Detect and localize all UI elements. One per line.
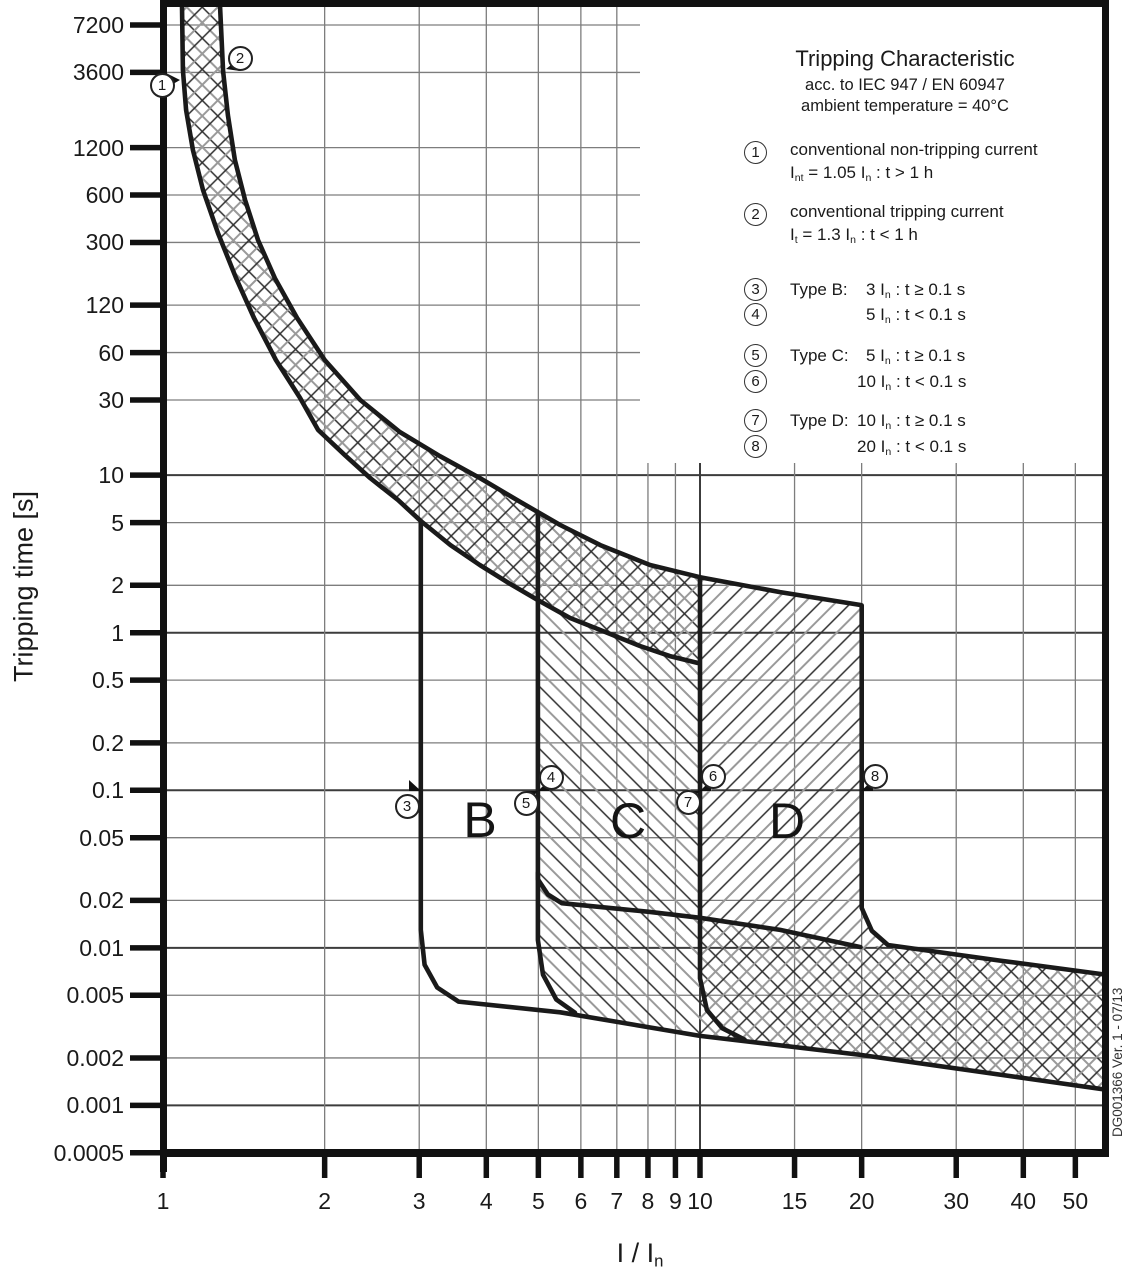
y-tick-label: 0.002 (66, 1044, 124, 1071)
y-tick-label: 0.2 (92, 729, 124, 756)
region-label-d: D (768, 793, 806, 849)
y-tick-label: 2 (111, 572, 124, 599)
legend-circle-1: 1 (744, 141, 767, 164)
curve-marker-7: 7 (676, 790, 701, 815)
legend-circle-5: 5 (744, 344, 767, 367)
x-tick-label: 5 (531, 1188, 545, 1214)
legend-circle-8: 8 (744, 435, 767, 458)
legend-circle-2: 2 (744, 203, 767, 226)
y-tick-label: 60 (98, 339, 124, 366)
legend-type-spec: 5 $I_n$ : t < 0.1 s (866, 305, 966, 326)
y-tick-label: 7200 (72, 12, 124, 38)
legend-circle-4: 4 (744, 303, 767, 326)
x-tick-label: 30 (943, 1188, 969, 1214)
y-tick-label: 0.005 (66, 982, 124, 1009)
legend-type-spec: 3 $I_n$ : t ≥ 0.1 s (866, 280, 966, 301)
curve-marker-1: 1 (150, 73, 175, 98)
x-tick-label: 9 (669, 1188, 682, 1214)
y-tick-label: 0.01 (79, 934, 124, 961)
y-tick-label: 5 (111, 509, 124, 536)
y-tick-label: 0.1 (92, 777, 124, 804)
region-label-b: B (463, 792, 497, 848)
curve-marker-2: 2 (228, 46, 253, 71)
legend-line-formula: $I_{nt} = 1.05$ $I_n$ : t > 1 h (790, 163, 934, 184)
legend-type-label: Type C: (790, 346, 849, 365)
legend-circle-7: 7 (744, 409, 767, 432)
legend-circle-3: 3 (744, 278, 767, 301)
x-tick-label: 4 (479, 1188, 493, 1214)
y-tick-label: 3600 (72, 59, 124, 86)
region-thermal_band (182, 5, 700, 663)
legend-circle-6: 6 (744, 370, 767, 393)
x-tick-label: 1 (156, 1188, 170, 1214)
x-tick-label: 20 (848, 1188, 875, 1214)
legend-type-spec: 10 $I_n$ : t ≥ 0.1 s (857, 411, 966, 432)
x-tick-label: 40 (1010, 1188, 1037, 1214)
legend-type-spec: 10 $I_n$ : t < 0.1 s (857, 372, 967, 393)
watermark-text: DG001366 Ver. 1 - 07/13 (1110, 987, 1125, 1137)
y-tick-label: 120 (85, 292, 124, 319)
y-tick-label: 1200 (72, 134, 124, 161)
x-tick-label: 50 (1062, 1188, 1089, 1214)
y-tick-label: 0.001 (66, 1092, 124, 1119)
y-tick-label: 0.0005 (53, 1139, 124, 1166)
curve-marker-3: 3 (395, 794, 420, 819)
legend-subtitle-standard: acc. to IEC 947 / EN 60947 (805, 76, 1005, 94)
region-instantaneous_strip (700, 918, 1106, 1090)
y-tick-label: 30 (98, 387, 124, 413)
x-tick-label: 3 (412, 1188, 426, 1214)
legend-subtitle-temperature: ambient temperature = 40°C (801, 97, 1009, 115)
legend-line-description: conventional tripping current (790, 202, 1004, 221)
legend-line-formula: $I_t = 1.3$ $I_n$ : t < 1 h (790, 225, 918, 246)
legend-line-description: conventional non-tripping current (790, 140, 1038, 159)
legend-type-spec: 20 $I_n$ : t < 0.1 s (857, 437, 967, 458)
x-tick-label: 10 (687, 1188, 713, 1214)
y-tick-label: 0.05 (79, 824, 124, 851)
x-tick-label: 15 (781, 1188, 808, 1214)
x-tick-label: 6 (574, 1188, 588, 1214)
legend-type-spec: 5 $I_n$ : t ≥ 0.1 s (866, 346, 966, 367)
legend-type-label: Type B: (790, 280, 848, 299)
legend-type-label: Type D: (790, 411, 849, 430)
region-label-c: C (609, 793, 647, 849)
y-tick-label: 10 (98, 462, 124, 489)
x-axis-title: I / $I_n$ (616, 1238, 664, 1271)
y-tick-label: 600 (85, 182, 124, 209)
curve-marker-6: 6 (701, 764, 726, 789)
y-tick-label: 0.5 (92, 667, 124, 694)
y-tick-label: 300 (85, 229, 124, 256)
y-tick-label: 1 (111, 619, 124, 646)
curve-marker-8: 8 (863, 764, 888, 789)
y-axis-title: Tripping time [s] (8, 490, 39, 683)
x-tick-label: 2 (318, 1188, 332, 1214)
curve-marker-4: 4 (539, 765, 564, 790)
curve-marker-5: 5 (514, 791, 539, 816)
x-tick-label: 7 (610, 1188, 624, 1214)
y-tick-label: 0.02 (79, 887, 124, 914)
legend-title: Tripping Characteristic (795, 46, 1015, 71)
x-tick-label: 8 (641, 1188, 655, 1214)
